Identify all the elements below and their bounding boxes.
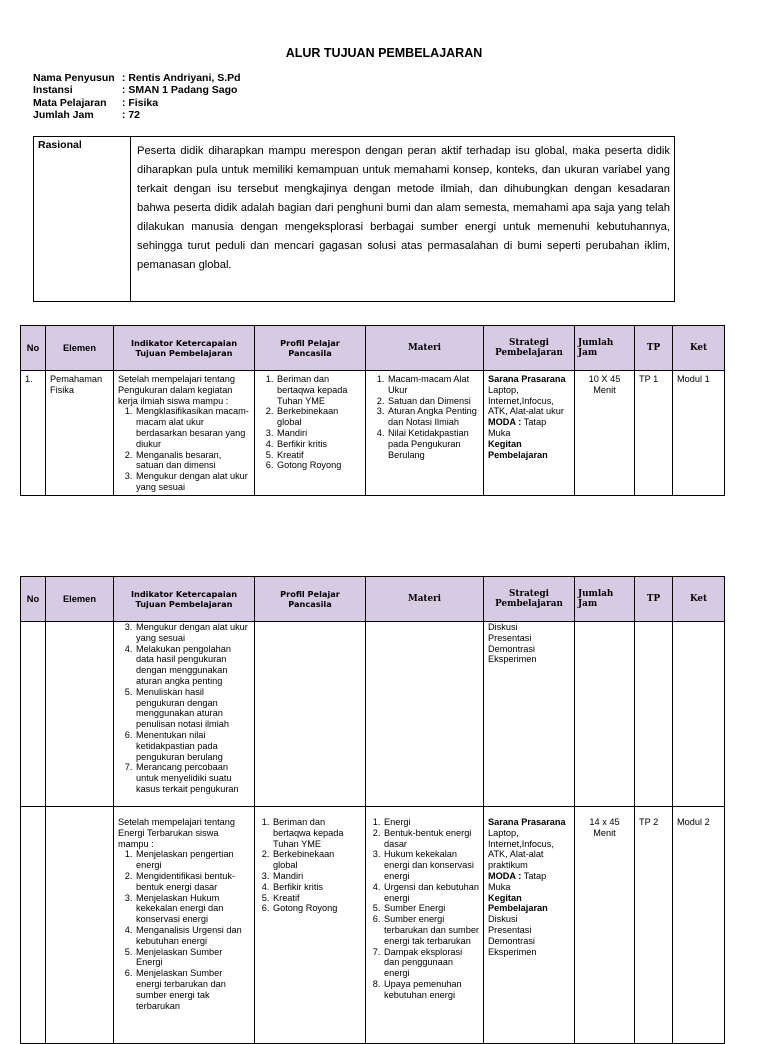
header-no: No bbox=[21, 577, 46, 622]
list-item: 4. Menganalisis Urgensi dan kebutuhan energi bbox=[135, 925, 250, 947]
cell-no bbox=[21, 807, 46, 1044]
header-strategi: Strategi Pembelajaran bbox=[484, 326, 575, 371]
sarana-text: Laptop, Internet,Infocus, ATK, Alat-alat ukur bbox=[488, 384, 564, 417]
cell-ket bbox=[673, 622, 725, 807]
kegiatan-item: Presentasi bbox=[488, 924, 532, 935]
list-item: 2. Menganalis besaran, satuan dan dimensi bbox=[135, 450, 250, 472]
header-tp: TP bbox=[635, 326, 673, 371]
meta-row-instansi bbox=[33, 84, 241, 96]
header-indikator: Indikator Ketercapaian Tujuan Pembelajaran bbox=[114, 577, 255, 622]
header-strategi: Strategi Pembelajaran bbox=[484, 577, 575, 622]
list-item: 2. Berkebinekaan global bbox=[276, 406, 361, 428]
document-title: ALUR TUJUAN PEMBELAJARAN bbox=[285, 46, 483, 60]
list-item: 6. Menentukan nilai ketidakpastian pada pengukuran berulang bbox=[135, 730, 250, 762]
header-indikator: Indikator Ketercapaian Tujuan Pembelajaran bbox=[114, 326, 255, 371]
list-item: 5. Menjelaskan Sumber Energi bbox=[135, 947, 250, 969]
indikator-intro: Setelah mempelajari tentang Pengukuran dalam kegiatan kerja ilmiah siswa mampu : bbox=[118, 374, 235, 406]
rasional-box bbox=[33, 136, 675, 302]
list-item: 6. Gotong Royong bbox=[276, 460, 361, 471]
indikator-intro: Setelah mempelajari tentang Energi Terbarukan siswa mampu : bbox=[118, 817, 235, 849]
header-materi: Materi bbox=[366, 326, 484, 371]
table-row bbox=[21, 807, 725, 1044]
cell-no bbox=[21, 371, 46, 496]
cell-tp bbox=[635, 807, 673, 1044]
list-item: 3. Mandiri bbox=[272, 871, 361, 882]
header-jam: Jumlah Jam bbox=[575, 326, 635, 371]
list-item: 1. Beriman dan bertaqwa kepada Tuhan YME bbox=[272, 817, 361, 849]
list-item: 4. Nilai Ketidakpastian pada Pengukuran Berulang bbox=[387, 428, 479, 460]
kegiatan-item: Eksperimen bbox=[488, 654, 537, 665]
cell-elemen bbox=[46, 371, 114, 496]
list-item: 3. Aturan Angka Penting dan Notasi Ilmiah bbox=[387, 406, 479, 428]
header-elemen: Elemen bbox=[46, 577, 114, 622]
cell-indikator-continued bbox=[114, 622, 255, 807]
meta-value: 72 bbox=[128, 108, 141, 121]
header-elemen: Elemen bbox=[46, 326, 114, 371]
table-row bbox=[21, 371, 725, 496]
moda-value: Tatap Muka bbox=[488, 870, 547, 892]
row-number: 1. bbox=[25, 374, 33, 384]
cell-strategi bbox=[484, 807, 575, 1044]
list-item: 3. Menjelaskan Hukum kekekalan energi dan konservasi energi bbox=[135, 893, 250, 925]
list-item: 6. Menjelaskan Sumber energi terbarukan dan sumber energi tak terbarukan bbox=[135, 968, 250, 1011]
tp-text: TP 2 bbox=[639, 817, 659, 827]
sarana-label: Sarana Prasarana bbox=[488, 817, 566, 827]
kegiatan-item: Eksperimen bbox=[488, 946, 537, 957]
list-item: 5. Kreatif bbox=[276, 450, 361, 461]
meta-sep: : bbox=[119, 108, 129, 121]
cell-profil bbox=[255, 371, 366, 496]
atp-table-page2 bbox=[20, 576, 725, 1044]
meta-label: Instansi bbox=[33, 84, 73, 97]
list-item: 1. Mengklasifikasikan macam-macam alat ukur berdasarkan besaran yang diukur bbox=[135, 406, 250, 449]
meta-sep: : bbox=[119, 84, 129, 97]
meta-row-mapel bbox=[33, 97, 241, 109]
meta-row-penyusun bbox=[33, 72, 241, 84]
list-item: 3. Hukum kekekalan energi dan konservasi energi bbox=[383, 849, 479, 881]
meta-value: SMAN 1 Padang Sago bbox=[128, 84, 238, 97]
tp-text: TP 1 bbox=[639, 374, 659, 384]
header-ket: Ket bbox=[673, 577, 725, 622]
table-header-row bbox=[21, 326, 725, 371]
list-item: 3. Mengukur dengan alat ukur yang sesuai bbox=[135, 622, 250, 644]
header-no: No bbox=[21, 326, 46, 371]
meta-label: Jumlah Jam bbox=[33, 108, 94, 121]
header-ket: Ket bbox=[673, 326, 725, 371]
rasional-label: Rasional bbox=[38, 139, 82, 151]
meta-sep: : bbox=[119, 72, 129, 84]
header-materi: Materi bbox=[366, 577, 484, 622]
list-item: 3. Mandiri bbox=[276, 428, 361, 439]
moda-label: MODA : bbox=[488, 870, 522, 881]
table-header-row bbox=[21, 577, 725, 622]
cell-jam bbox=[575, 807, 635, 1044]
kegiatan-item: Demontrasi bbox=[488, 643, 535, 654]
cell-indikator bbox=[114, 371, 255, 496]
meta-label: Nama Penyusun bbox=[33, 72, 115, 84]
list-item: 8. Upaya pemenuhan kebutuhan energi bbox=[383, 979, 479, 1001]
list-item: 1. Beriman dan bertaqwa kepada Tuhan YME bbox=[276, 374, 361, 406]
list-item: 3. Mengukur dengan alat ukur yang sesuai bbox=[135, 471, 250, 492]
header-profil: Profil Pelajar Pancasila bbox=[255, 577, 366, 622]
list-item: 4. Berfikir kritis bbox=[276, 439, 361, 450]
cell-materi bbox=[366, 807, 484, 1044]
moda-line bbox=[488, 417, 570, 439]
kegiatan-item: Diskusi bbox=[488, 622, 518, 632]
sarana-label: Sarana Prasarana bbox=[488, 374, 566, 384]
header-tp: TP bbox=[635, 577, 673, 622]
cell-materi bbox=[366, 622, 484, 807]
ket-text: Modul 2 bbox=[677, 817, 710, 827]
cell-indikator bbox=[114, 807, 255, 1044]
list-item: 5. Kreatif bbox=[272, 893, 361, 904]
cell-elemen bbox=[46, 807, 114, 1044]
sarana-text: Laptop, Internet,Infocus, ATK, Alat-alat praktikum bbox=[488, 827, 554, 871]
cell-elemen bbox=[46, 622, 114, 807]
meta-label: Mata Pelajaran bbox=[33, 96, 107, 109]
atp-table-page1 bbox=[20, 325, 725, 496]
kegiatan-item: Diskusi bbox=[488, 914, 518, 925]
list-item: 5. Menuliskan hasil pengukuran dengan menggunakan aturan penulisan notasi ilmiah bbox=[135, 687, 250, 730]
cell-profil bbox=[255, 807, 366, 1044]
kegiatan-item: Presentasi bbox=[488, 632, 532, 643]
moda-value: Tatap Muka bbox=[488, 417, 547, 438]
cell-strategi-continued bbox=[484, 622, 575, 807]
meta-row-jam bbox=[33, 109, 241, 121]
list-item: 4. Berfikir kritis bbox=[272, 882, 361, 893]
list-item: 6. Sumber energi terbarukan dan sumber energi tak terbarukan bbox=[383, 914, 479, 946]
list-item: 5. Sumber Energi bbox=[383, 903, 479, 914]
list-item: 2. Berkebinekaan global bbox=[272, 849, 361, 871]
meta-sep: : bbox=[119, 96, 129, 109]
moda-label: MODA : bbox=[488, 417, 522, 428]
identity-block bbox=[33, 72, 241, 121]
cell-jam bbox=[575, 622, 635, 807]
list-item: 1. Menjelaskan pengertian energi bbox=[135, 849, 250, 871]
meta-value: Rentis Andriyani, S.Pd bbox=[128, 72, 241, 84]
cell-tp bbox=[635, 622, 673, 807]
header-jam: Jumlah Jam bbox=[575, 577, 635, 622]
cell-ket bbox=[673, 371, 725, 496]
kegiatan-label: Kegitan Pembelajaran bbox=[488, 438, 548, 460]
list-item: 4. Urgensi dan kebutuhan energi bbox=[383, 882, 479, 904]
list-item: 4. Melakukan pengolahan data hasil pengukuran dengan menggunakan aturan angka penting bbox=[135, 644, 250, 687]
list-item: 1. Energi bbox=[383, 817, 479, 828]
list-item: 1. Macam-macam Alat Ukur bbox=[387, 374, 479, 396]
kegiatan-item: Demontrasi bbox=[488, 935, 535, 946]
list-item: 7. Dampak eksplorasi dan penggunaan energi bbox=[383, 947, 479, 979]
list-item: 2. Bentuk-bentuk energi dasar bbox=[383, 828, 479, 850]
cell-strategi bbox=[484, 371, 575, 496]
jam-text: 10 X 45 Menit bbox=[588, 374, 621, 395]
ket-text: Modul 1 bbox=[677, 374, 710, 384]
list-item: 7. Merancang percobaan untuk menyelidiki suatu kasus terkait pengukuran bbox=[135, 762, 250, 794]
cell-jam bbox=[575, 371, 635, 496]
meta-value: Fisika bbox=[128, 96, 159, 109]
cell-profil bbox=[255, 622, 366, 807]
cell-no bbox=[21, 622, 46, 807]
cell-materi bbox=[366, 371, 484, 496]
rasional-divider bbox=[130, 137, 131, 301]
jam-text: 14 x 45 Menit bbox=[589, 817, 620, 838]
elemen-text: Pemahaman Fisika bbox=[50, 374, 103, 395]
list-item: 2. Satuan dan Dimensi bbox=[387, 396, 479, 407]
kegiatan-label: Kegitan Pembelajaran bbox=[488, 892, 548, 914]
table-row bbox=[21, 622, 725, 807]
moda-line bbox=[488, 871, 570, 893]
rasional-text: Peserta didik diharapkan mampu merespon dengan peran aktif terhadap isu global, maka peserta didik diharapkan pula untuk memiliki kemampuan untuk memahami konsep, konteks, dan ukuran variabel yang terkait dengan isu tersebut mengkajinya dengan metode ilmiah, dan dihubungkan dengan kesadaran bahwa peserta didik adalah bagian dari penghuni bumi dan alam semesta, memahami apa saja yang telah dilakukan manusia dengan mengeksplorasi berbagai sumber energi untuk memenuhi kebutuhannya, sehingga turut peduli dan mencari gagasan solusi atas permasalahan di bumi seperti perubahan iklim, pemanasan global. bbox=[137, 145, 670, 271]
header-profil: Profil Pelajar Pancasila bbox=[255, 326, 366, 371]
cell-tp bbox=[635, 371, 673, 496]
cell-ket bbox=[673, 807, 725, 1044]
list-item: 6. Gotong Royong bbox=[272, 903, 361, 914]
list-item: 2. Mengidentifikasi bentuk-bentuk energi dasar bbox=[135, 871, 250, 893]
